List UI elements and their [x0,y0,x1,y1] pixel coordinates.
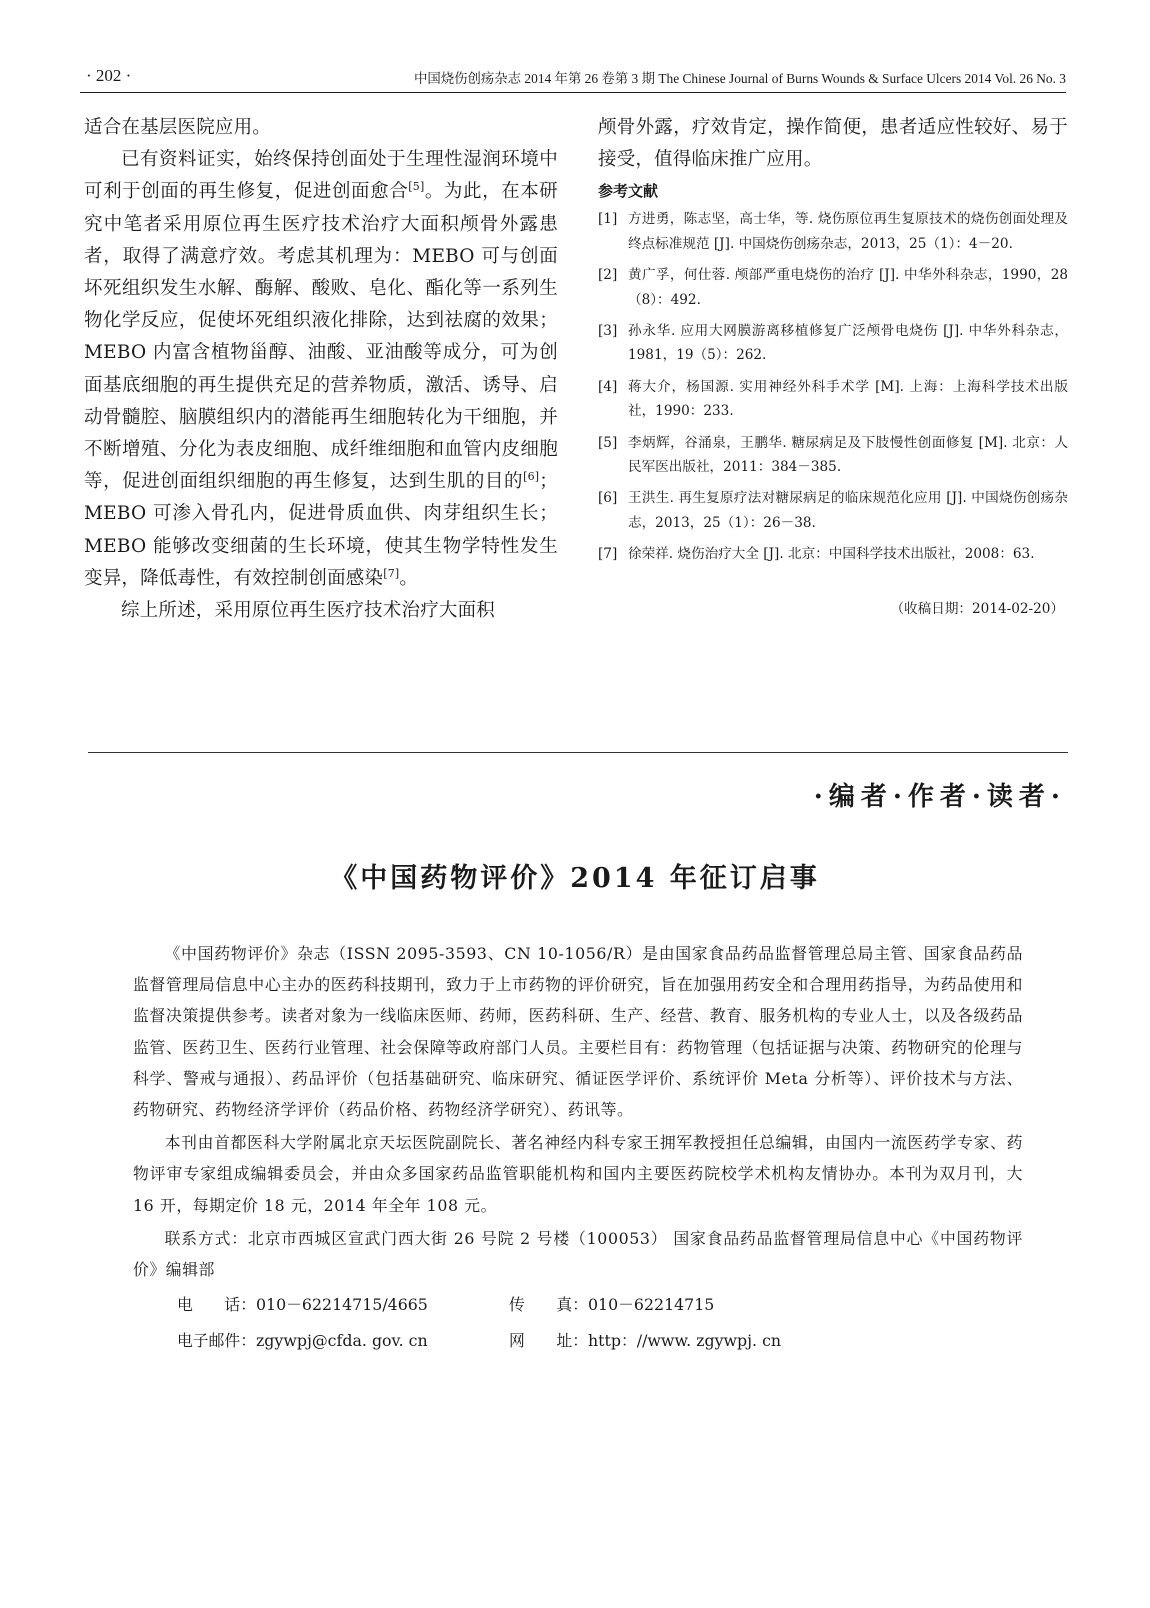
reference-text: 蒋大介，杨国源. 实用神经外科手术学 [M]. 上海：上海科学技术出版社，1990：233. [628,378,1068,420]
contact-fax: 传 真：010－62214715 [509,1295,715,1315]
article-paragraph-2 [84,144,558,595]
page-number: · 202 · [86,66,132,85]
notice-paragraph-1: 《中国药物评价》杂志（ISSN 2095-3593、CN 10-1056/R）是由国家食品药品监督管理总局主管、国家食品药品监督管理局信息中心主办的医药科技期刊，致力于上市药物的评价研究，旨在加强用药安全和合理用药指导，为药品使用和监督决策提供参考。读者对象为一线临床医师、药师，医药科研、生产、经营、教育、服务机构的专业人士，以及各级药品监管、医药卫生、医药行业管理、社会保障等政府部门人员。主要栏目有：药物管理（包括证据与决策、药物研究的伦理与科学、警戒与通报）、药品评价（包括基础研究、临床研究、循证医学评价、系统评价 Meta 分析等）、评价技术与方法、药物研究、药物经济学评价（药品价格、药物经济学研究）、药讯等。 [133,944,1023,1120]
reference-number: [2] [598,267,618,284]
reference-text: 王洪生. 再生复原疗法对糖尿病足的临床规范化应用 [J]. 中国烧伤创疡杂志，2013，25（1）：26－38. [628,490,1068,531]
running-head: 中国烧伤创疡杂志 2014 年第 26 卷第 3 期 The Chinese Journal of Burns Wounds & Surface Ulcers 2014 Vol. 26 No. 3 [413,71,1066,86]
reference-number: [6] [598,490,618,507]
reference-item-1 [598,207,1068,256]
section-label: ·编者·作者·读者· [813,782,1066,812]
section-divider [88,752,1068,753]
citation-6: [6] [523,470,540,484]
reference-text: 方进勇，陈志坚，高士华，等. 烧伤原位再生复原技术的烧伤创面处理及终点标准规范 [J]. 中国烧伤创疡杂志，2013，25（1）：4－20. [628,211,1068,252]
article-paragraph-2-part-d: 。 [399,567,419,589]
reference-list [598,207,1068,566]
reference-item-6 [598,486,1068,535]
reference-text: 黄广孚，何仕蓉. 颅部严重电烧伤的治疗 [J]. 中华外科杂志，1990，28（8）：492. [628,267,1068,308]
page-header [80,62,1066,93]
contact-email: 电子邮件：zgywpj@cfda. gov. cn [177,1331,428,1351]
contact-phone: 电 话：010－62214715/4665 [177,1295,428,1315]
received-date: （收稿日期：2014-02-20） [890,600,1064,617]
article-right-column [598,112,1068,617]
contact-row-phone [133,1287,1023,1323]
reference-item-7 [598,542,1068,566]
reference-item-4 [598,375,1068,424]
article-paragraph-3-start: 综上所述，采用原位再生医疗技术治疗大面积 [121,600,496,622]
notice-body [133,938,1023,1359]
reference-number: [4] [598,378,618,395]
reference-number: [3] [598,323,618,340]
reference-number: [5] [598,434,618,451]
reference-item-5 [598,431,1068,480]
notice-title: 《中国药物评价》2014 年征订启事 [330,863,820,894]
article-paragraph-2-part-c: ；MEBO 可渗入骨孔内，促进骨质血供、肉芽组织生长；MEBO 能够改变细菌的生长环境，使其生物学特性发生变异，降低毒性，有效控制创面感染 [84,471,558,589]
article-paragraph-3-end: 颅骨外露，疗效肯定，操作简便，患者适应性较好、易于接受，值得临床推广应用。 [598,117,1068,171]
article-paragraph-2-part-b: 。为此，在本研究中笔者采用原位再生医疗技术治疗大面积颅骨外露患者，取得了满意疗效。考虑其机理为：MEBO 可与创面坏死组织发生水解、酶解、酸败、皂化、酯化等一系列生物化学反应，促使坏死组织液化排除，达到祛腐的效果；MEBO 内富含植物甾醇、油酸、亚油酸等成分，可为创面基底细胞的再生提供充足的营养物质，激活、诱导、启动骨髓腔、脑膜组织内的潜能再生细胞转化为干细胞，并不断增殖、分化为表皮细胞、成纤维细胞和血管内皮细胞等，促进创面组织细胞的再生修复，达到生肌的目的 [84,181,558,493]
notice-paragraph-2: 本刊由首都医科大学附属北京天坛医院副院长、著名神经内科专家王拥军教授担任总编辑，由国内一流医药学专家、药物评审专家组成编辑委员会，并由众多国家药品监管职能机构和国内主要医药院校学术机构友情协办。本刊为双月刊，大 16 开，每期定价 18 元，2014 年全年 108 元。 [133,1133,1023,1215]
contact-website: 网 址：http：//www. zgywpj. cn [509,1331,782,1351]
reference-item-2 [598,263,1068,312]
reference-number: [7] [598,546,618,563]
reference-number: [1] [598,211,618,228]
article-paragraph-1: 适合在基层医院应用。 [84,117,272,138]
article-left-column [84,112,558,627]
citation-5: [5] [408,180,425,194]
reference-text: 孙永华. 应用大网膜游离移植修复广泛颅骨电烧伤 [J]. 中华外科杂志，1981，19（5）：262. [628,323,1068,364]
reference-text: 徐荣祥. 烧伤治疗大全 [J]. 北京：中国科学技术出版社，2008：63. [628,546,1035,563]
contact-row-web [133,1323,1023,1359]
article-paragraph-2-part-a: 已有资料证实，始终保持创面处于生理性湿润环境中可利于创面的再生修复，促进创面愈合 [84,149,558,203]
reference-item-3 [598,319,1068,368]
notice-contact: 联系方式：北京市西城区宣武门西大街 26 号院 2 号楼（100053） 国家食品药品监督管理局信息中心《中国药物评价》编辑部 [133,1228,1023,1280]
reference-text: 李炳辉，谷涌泉，王鹏华. 糖尿病足及下肢慢性创面修复 [M]. 北京：人民军医出版社，2011：384－385. [628,434,1068,476]
references-title: 参考文献 [598,182,659,201]
citation-7: [7] [383,566,400,580]
